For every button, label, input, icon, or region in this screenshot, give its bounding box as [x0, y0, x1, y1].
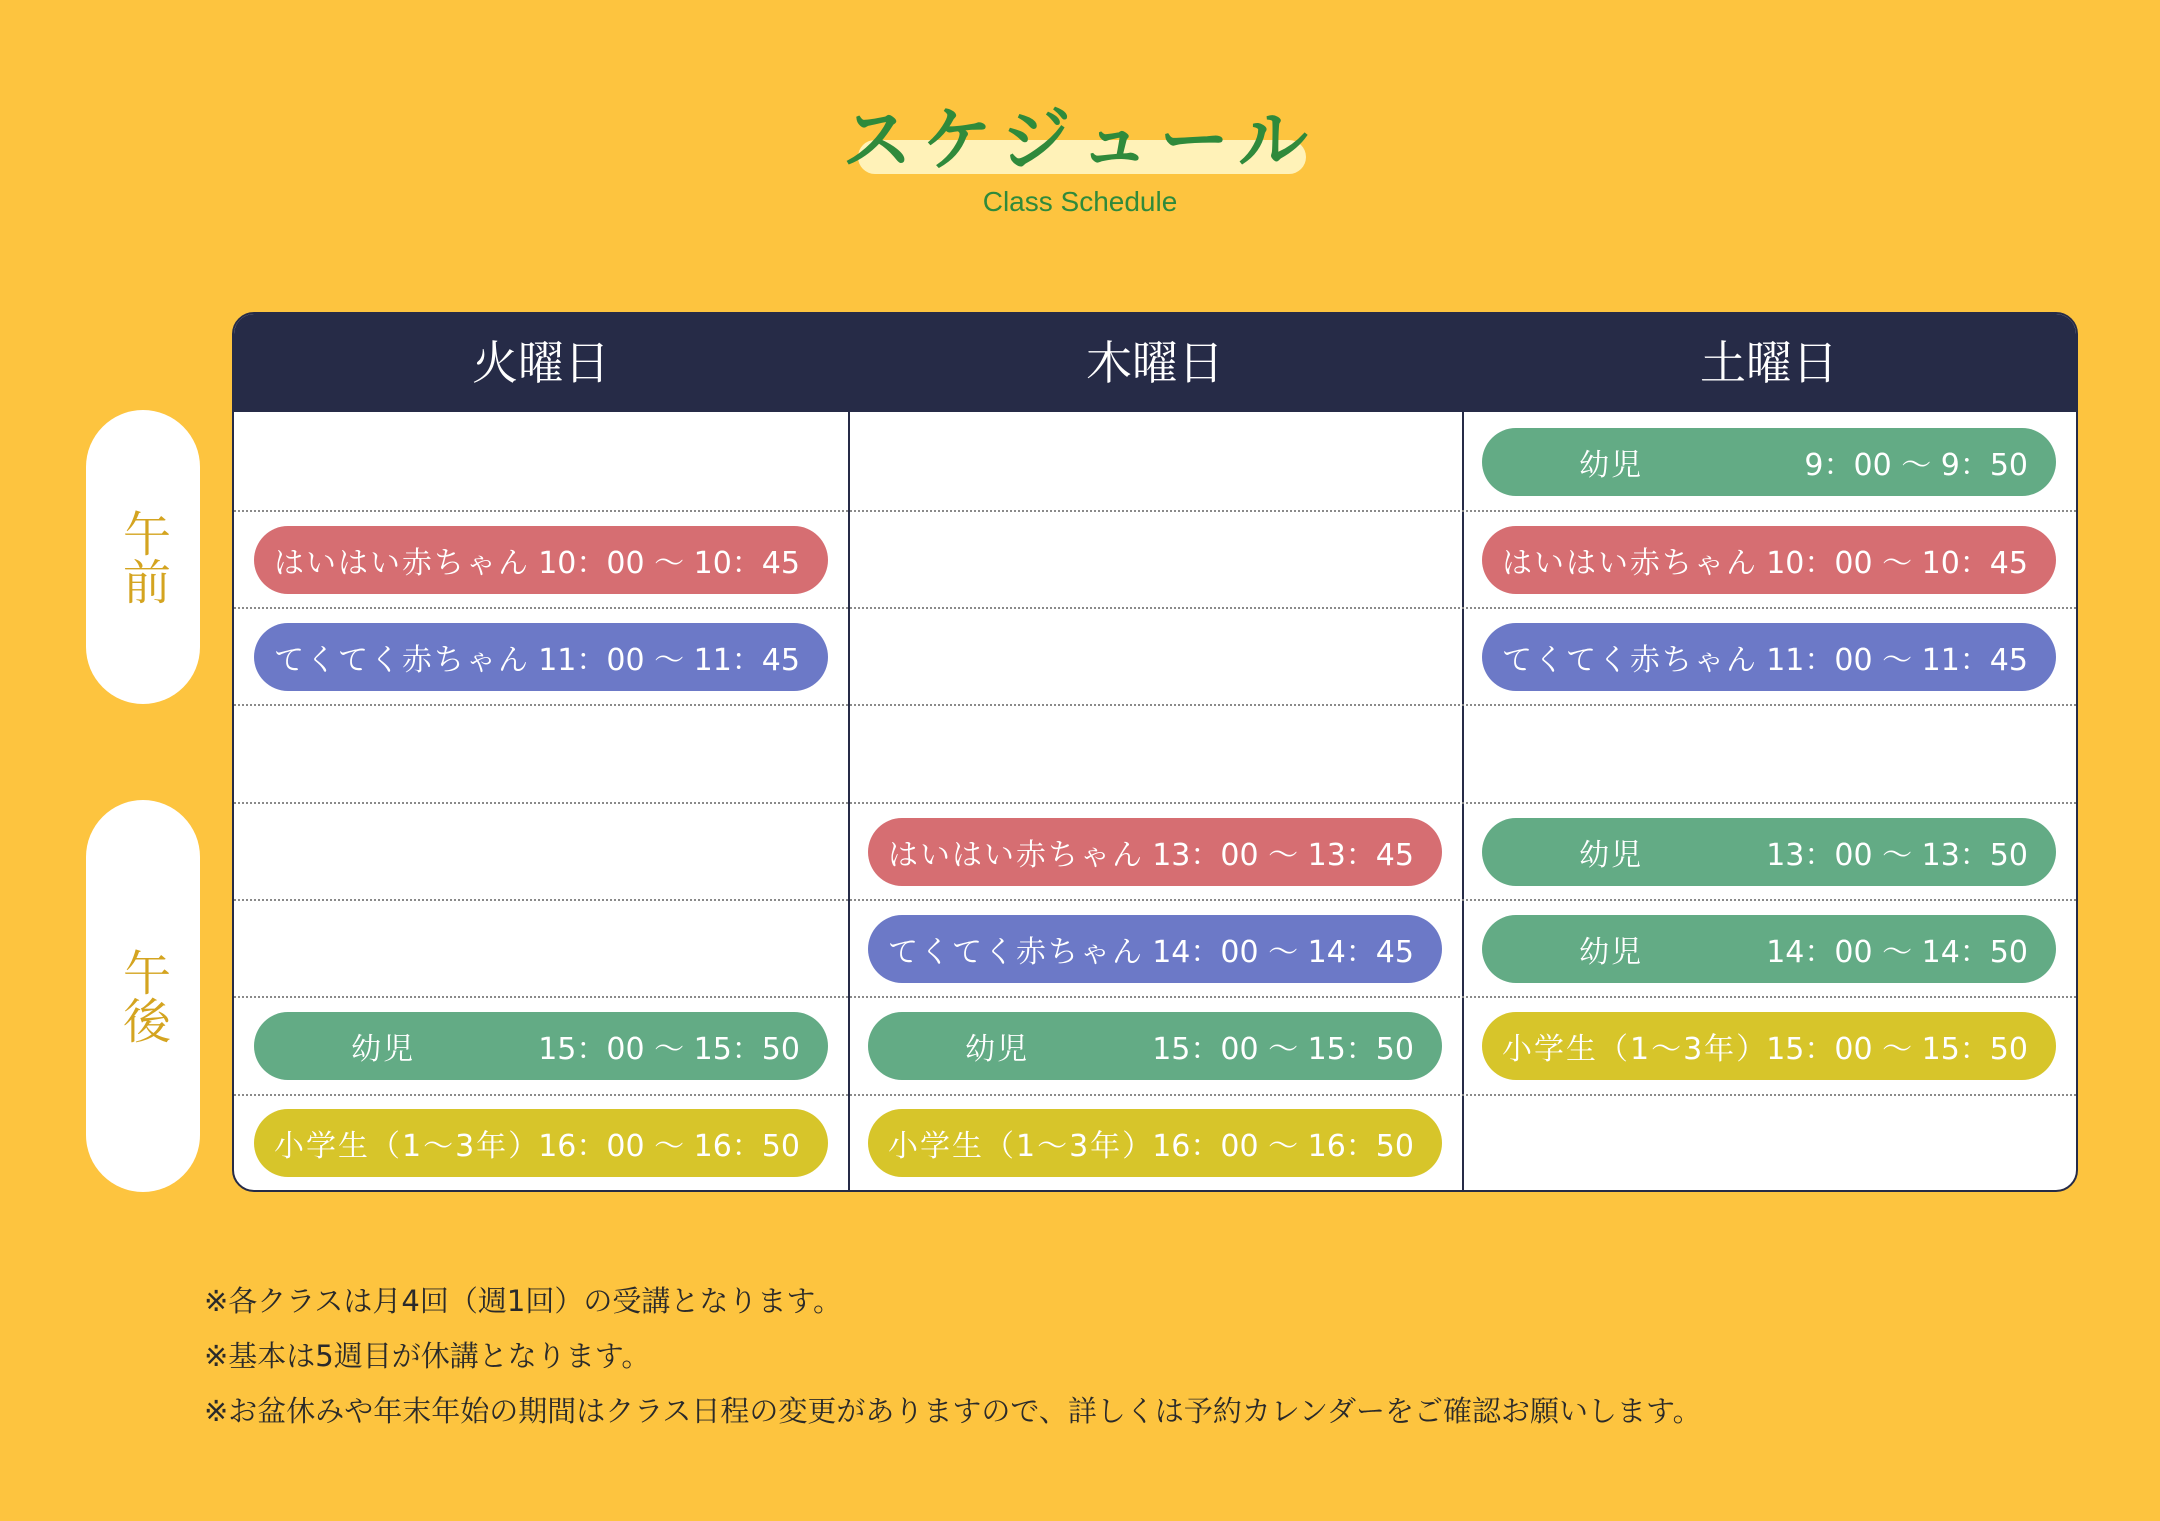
- class-slot[interactable]: [868, 1109, 1442, 1177]
- day-header-saturday: 土曜日: [1700, 336, 1838, 390]
- page-subtitle: Class Schedule: [982, 186, 1178, 217]
- row-divider: [234, 704, 2076, 706]
- class-slot[interactable]: [1482, 428, 2056, 496]
- class-name: 小学生（1〜3年）: [1502, 1032, 1769, 1067]
- class-time: 10：00 〜 10：45: [1766, 546, 2028, 581]
- schedule-table: [232, 312, 2078, 1192]
- class-name: 幼児: [1579, 448, 1644, 483]
- row-divider: [234, 802, 2076, 804]
- table-header: [234, 314, 2076, 412]
- class-slot[interactable]: [254, 1109, 828, 1177]
- class-name: 幼児: [1579, 935, 1644, 970]
- class-name: はいはい赤ちゃん: [274, 546, 530, 581]
- class-time: 16：00 〜 16：50: [538, 1129, 800, 1164]
- class-name: てくてく赤ちゃん: [274, 643, 530, 678]
- column-divider: [1462, 314, 1464, 1190]
- class-name: 小学生（1〜3年）: [888, 1129, 1155, 1164]
- class-slot[interactable]: [1482, 818, 2056, 886]
- row-divider: [234, 510, 2076, 512]
- row-divider: [234, 996, 2076, 998]
- class-name: 幼児: [965, 1032, 1030, 1067]
- class-time: 10：00 〜 10：45: [538, 546, 800, 581]
- note-line: ※お盆休みや年末年始の期間はクラス日程の変更がありますので、詳しくは予約カレンダーをご確認お願いします。: [204, 1394, 1702, 1428]
- class-time: 16：00 〜 16：50: [1152, 1129, 1414, 1164]
- row-divider: [234, 607, 2076, 609]
- class-slot[interactable]: [868, 915, 1442, 983]
- class-name: てくてく赤ちゃん: [1502, 643, 1758, 678]
- class-slot[interactable]: [254, 526, 828, 594]
- class-name: はいはい赤ちゃん: [888, 838, 1144, 873]
- row-divider: [234, 1094, 2076, 1096]
- class-time: 13：00 〜 13：50: [1766, 838, 2028, 873]
- class-name: はいはい赤ちゃん: [1502, 546, 1758, 581]
- class-time: 14：00 〜 14：50: [1766, 935, 2028, 970]
- class-time: 9：00 〜 9：50: [1804, 448, 2028, 483]
- note-line: ※各クラスは月4回（週1回）の受講となります。: [204, 1284, 843, 1318]
- pm-label-text: 午後: [114, 948, 171, 1044]
- day-header-thursday: 木曜日: [1086, 336, 1224, 390]
- class-slot[interactable]: [1482, 623, 2056, 691]
- notes: [204, 1280, 1702, 1445]
- class-slot[interactable]: [1482, 915, 2056, 983]
- class-time: 15：00 〜 15：50: [1152, 1032, 1414, 1067]
- class-time: 13：00 〜 13：45: [1152, 838, 1414, 873]
- am-label: [86, 410, 200, 704]
- class-slot[interactable]: [1482, 526, 2056, 594]
- class-name: てくてく赤ちゃん: [888, 935, 1144, 970]
- class-time: 15：00 〜 15：50: [538, 1032, 800, 1067]
- day-header-tuesday: 火曜日: [472, 336, 610, 390]
- class-slot[interactable]: [868, 1012, 1442, 1080]
- class-slot[interactable]: [254, 1012, 828, 1080]
- class-time: 11：00 〜 11：45: [1766, 643, 2028, 678]
- note-line: ※基本は5週目が休講となります。: [204, 1339, 651, 1373]
- class-name: 小学生（1〜3年）: [274, 1129, 541, 1164]
- pm-label: [86, 800, 200, 1192]
- class-time: 11：00 〜 11：45: [538, 643, 800, 678]
- class-slot[interactable]: [1482, 1012, 2056, 1080]
- class-slot[interactable]: [254, 623, 828, 691]
- class-slot[interactable]: [868, 818, 1442, 886]
- page-title: スケジュール: [842, 99, 1318, 181]
- row-divider: [234, 899, 2076, 901]
- class-name: 幼児: [351, 1032, 416, 1067]
- class-time: 15：00 〜 15：50: [1766, 1032, 2028, 1067]
- column-divider: [848, 314, 850, 1190]
- class-name: 幼児: [1579, 838, 1644, 873]
- class-time: 14：00 〜 14：45: [1152, 935, 1414, 970]
- am-label-text: 午前: [114, 509, 171, 605]
